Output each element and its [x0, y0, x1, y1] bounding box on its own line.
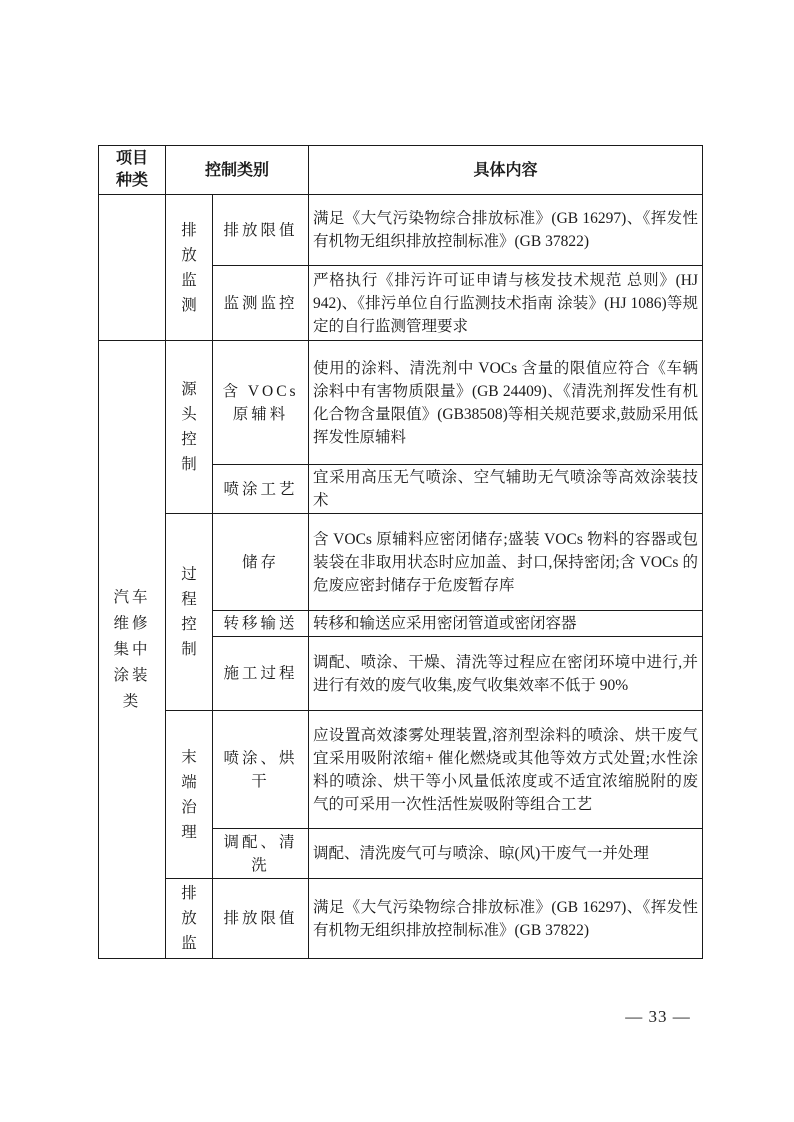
control-group-end-treatment: 末端治理	[166, 711, 213, 879]
content-cell: 调配、清洗废气可与喷涂、晾(风)干废气一并处理	[309, 829, 703, 879]
control-type-cell: 排放限值	[213, 879, 309, 959]
control-type-cell: 施工过程	[213, 637, 309, 711]
control-type-cell: 喷涂工艺	[213, 465, 309, 514]
project-type-cell-auto-repair-coating: 汽车维修集中涂装类	[99, 341, 166, 959]
content-cell: 调配、喷涂、干燥、清洗等过程应在密闭环境中进行,并进行有效的废气收集,废气收集效率不低于 90%	[309, 637, 703, 711]
control-group-source-control: 源头控制	[166, 341, 213, 514]
table-row	[99, 514, 703, 611]
table-header-row	[99, 146, 703, 195]
header-content: 具体内容	[309, 146, 703, 195]
table-row	[99, 195, 703, 266]
control-group-emission-monitoring: 排放监测	[166, 195, 213, 341]
control-type-cell: 调配、清洗	[213, 829, 309, 879]
content-cell: 使用的涂料、清洗剂中 VOCs 含量的限值应符合《车辆涂料中有害物质限量》(GB 24409)、《清洗剂挥发性有机化合物含量限值》(GB38508)等相关规范要求,鼓励采用低挥发性原辅料	[309, 341, 703, 465]
control-type-cell: 监测监控	[213, 266, 309, 341]
page-number: — 33 —	[625, 1007, 691, 1026]
control-type-cell: 喷涂、烘干	[213, 711, 309, 829]
control-group-process-control: 过程控制	[166, 514, 213, 711]
content-cell: 含 VOCs 原辅料应密闭储存;盛装 VOCs 物料的容器或包装袋在非取用状态时应加盖、封口,保持密闭;含 VOCs 的危废应密封储存于危废暂存库	[309, 514, 703, 611]
project-type-cell-empty	[99, 195, 166, 341]
header-control-category: 控制类别	[166, 146, 309, 195]
control-requirements-table	[98, 145, 703, 959]
header-project-type: 项目种类	[99, 146, 166, 195]
control-group-emission-monitoring-truncated: 排放监	[166, 879, 213, 959]
content-cell: 应设置高效漆雾处理装置,溶剂型涂料的喷涂、烘干废气宜采用吸附浓缩+ 催化燃烧或其他等效方式处置;水性涂料的喷涂、烘干等小风量低浓度或不适宜浓缩脱附的废气的可采用一次性活性炭吸附等组合工艺	[309, 711, 703, 829]
control-type-cell: 含 VOCs 原辅料	[213, 341, 309, 465]
content-cell: 严格执行《排污许可证申请与核发技术规范 总则》(HJ 942)、《排污单位自行监测技术指南 涂装》(HJ 1086)等规定的自行监测管理要求	[309, 266, 703, 341]
content-cell: 转移和输送应采用密闭管道或密闭容器	[309, 611, 703, 637]
content-cell: 宜采用高压无气喷涂、空气辅助无气喷涂等高效涂装技术	[309, 465, 703, 514]
control-type-cell: 储存	[213, 514, 309, 611]
control-type-cell: 转移输送	[213, 611, 309, 637]
control-type-cell: 排放限值	[213, 195, 309, 266]
table-row	[99, 341, 703, 465]
content-cell: 满足《大气污染物综合排放标准》(GB 16297)、《挥发性有机物无组织排放控制标准》(GB 37822)	[309, 195, 703, 266]
table-row	[99, 879, 703, 959]
content-cell: 满足《大气污染物综合排放标准》(GB 16297)、《挥发性有机物无组织排放控制标准》(GB 37822)	[309, 879, 703, 959]
table-row	[99, 711, 703, 829]
